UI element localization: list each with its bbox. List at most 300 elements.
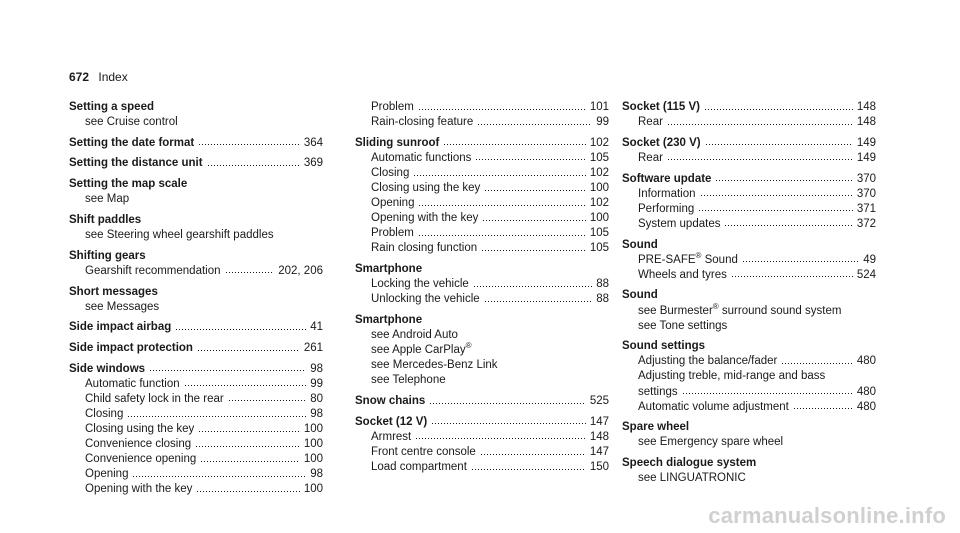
index-subentry [69, 422, 323, 437]
page-reference: 100 [303, 438, 323, 451]
subentry-label [371, 241, 477, 256]
dot-leader [482, 217, 585, 223]
dot-leader [196, 489, 299, 495]
label-text: Setting the date format [69, 136, 195, 149]
subentry-label [638, 268, 727, 283]
registered-mark: ® [465, 341, 472, 351]
index-entry [622, 456, 876, 471]
dot-leader [473, 283, 592, 289]
subentry-label [85, 228, 274, 243]
registered-mark: ® [695, 250, 702, 260]
dot-leader [184, 383, 307, 389]
page-reference: 102 [589, 136, 609, 149]
index-entry [622, 238, 876, 253]
dot-leader [484, 298, 593, 304]
page-reference: 148 [589, 430, 609, 443]
index-subentry [622, 217, 876, 232]
index-column-1 [69, 100, 323, 498]
label-text: Front centre console [371, 445, 476, 458]
subentry-label [638, 301, 842, 319]
label-text: Socket (12 V) [355, 415, 428, 428]
index-subentry [69, 482, 323, 497]
dot-leader [471, 466, 586, 472]
entry-label [69, 320, 171, 335]
dot-leader [704, 106, 853, 112]
label-text: see Cruise control [85, 116, 178, 129]
index-entry [355, 262, 609, 277]
index-entry [69, 177, 323, 192]
subentry-label [85, 377, 180, 392]
dot-leader [198, 142, 300, 148]
subentry-label [638, 354, 777, 369]
page-reference: 525 [589, 395, 609, 408]
dot-leader [429, 400, 586, 406]
page-reference: 105 [589, 151, 609, 164]
subentry-label [85, 115, 178, 130]
label-text: Wheels and tyres [638, 268, 727, 281]
label-text: Information [638, 187, 696, 200]
index-entry [69, 285, 323, 300]
page-reference: 102 [589, 166, 609, 179]
entry-label [69, 136, 194, 151]
index-subentry [69, 115, 323, 130]
index-entry [622, 288, 876, 303]
subentry-label [371, 211, 478, 226]
label-text: Shift paddles [69, 213, 142, 226]
label-text: Adjusting the balance/fader [638, 355, 778, 368]
subentry-label [371, 226, 414, 241]
page-reference: 149 [856, 151, 876, 164]
page-reference: 261 [303, 341, 323, 354]
dot-leader [481, 248, 586, 254]
index-entry [622, 339, 876, 354]
page-reference: 80 [310, 392, 323, 405]
label-text: Smartphone [355, 263, 423, 276]
subentry-label [638, 151, 663, 166]
dot-leader [418, 202, 585, 208]
dot-leader [431, 421, 586, 427]
index-subentry [69, 392, 323, 407]
index-subentry [622, 471, 876, 486]
label-text: see Mercedes-Benz Link [371, 359, 498, 372]
label-text: Unlocking the vehicle [371, 293, 480, 306]
index-entry [69, 362, 323, 377]
entry-label [355, 313, 422, 328]
label-text: Speech dialogue system [622, 457, 757, 470]
subentry-label [638, 217, 720, 232]
subentry-label [371, 343, 472, 358]
entry-label [69, 285, 158, 300]
index-subentry [622, 187, 876, 202]
dot-leader [698, 208, 853, 214]
dot-leader [149, 368, 306, 374]
subentry-label [85, 422, 194, 437]
index-subentry [355, 100, 609, 115]
label-text: Setting a speed [69, 101, 154, 113]
page-reference: 480 [856, 385, 876, 398]
entry-label [69, 362, 145, 377]
subentry-label [371, 373, 446, 388]
index-subentry [622, 115, 876, 130]
entry-label [622, 172, 711, 187]
index-subentry [355, 196, 609, 211]
subentry-label [85, 452, 196, 467]
label-text: Socket (115 V) [622, 101, 700, 113]
dot-leader [225, 270, 275, 276]
subentry-label [85, 300, 159, 315]
dot-leader [195, 443, 300, 449]
page-reference: 480 [856, 355, 876, 368]
page-reference: 105 [589, 242, 609, 255]
label-text: Convenience closing [85, 438, 192, 451]
subentry-label [85, 264, 221, 279]
subentry-label [371, 358, 498, 373]
index-subentry [622, 354, 876, 369]
label-text: Opening [371, 197, 415, 210]
dot-leader [715, 178, 852, 184]
dot-leader [705, 142, 853, 148]
page-reference: 41 [310, 321, 323, 334]
page-reference: 88 [596, 278, 609, 291]
entry-label [622, 288, 658, 303]
index-entry [69, 156, 323, 171]
label-text: Problem [371, 101, 414, 113]
index-entry [69, 249, 323, 264]
page-reference: 100 [303, 453, 323, 466]
index-subentry [355, 226, 609, 241]
index-subentry [622, 435, 876, 450]
index-subentry [355, 445, 609, 460]
label-text: Problem [371, 227, 414, 240]
label-text: Sound settings [622, 340, 706, 353]
subentry-label [638, 115, 663, 130]
dot-leader [200, 458, 300, 464]
label-text: Rain closing function [371, 242, 478, 255]
dot-leader [132, 473, 306, 479]
label-text: Shifting gears [69, 249, 146, 262]
index-subentry [622, 385, 876, 400]
subentry-label [638, 250, 738, 268]
index-subentry [622, 202, 876, 217]
index-entry [622, 172, 876, 187]
dot-leader [418, 232, 586, 238]
entry-label [622, 238, 658, 253]
label-text: Socket (230 V) [622, 136, 701, 149]
dot-leader [724, 223, 852, 229]
index-subentry [355, 460, 609, 475]
subentry-label [638, 400, 789, 415]
subentry-label [371, 115, 473, 130]
page-reference: 100 [303, 423, 323, 436]
index-column-2 [355, 100, 609, 475]
label-text: settings [638, 385, 678, 398]
index-subentry [355, 328, 609, 343]
label-text: Short messages [69, 285, 158, 298]
page-header [69, 69, 128, 85]
dot-leader [731, 274, 853, 280]
dot-leader [475, 157, 585, 163]
entry-label [355, 415, 427, 430]
page-reference: 148 [856, 101, 876, 113]
label-text: Side impact protection [69, 341, 193, 354]
dot-leader [197, 347, 300, 353]
subentry-label [638, 187, 696, 202]
label-text: Automatic function [85, 377, 180, 390]
dot-leader [742, 259, 859, 265]
label-text: Opening with the key [371, 212, 479, 225]
label-text: Snow chains [355, 395, 426, 408]
index-subentry [69, 228, 323, 243]
page-reference: 101 [589, 101, 609, 113]
label-text: Opening [85, 468, 129, 481]
label-text: see Apple CarPlay [371, 344, 466, 357]
page-reference: 147 [589, 445, 609, 458]
page-reference: 105 [589, 227, 609, 240]
index-subentry [355, 343, 609, 358]
dot-leader [413, 172, 585, 178]
index-entry [622, 136, 876, 151]
page-reference: 100 [589, 182, 609, 195]
label-text: Sound [622, 238, 658, 251]
label-text: see Android Auto [371, 329, 458, 342]
dot-leader [781, 360, 852, 366]
page-reference: 371 [856, 202, 876, 215]
index-subentry [355, 115, 609, 130]
label-text: see Steering wheel gearshift paddles [85, 229, 274, 242]
page-reference: 98 [310, 362, 323, 375]
subentry-label [371, 445, 476, 460]
subentry-label [85, 482, 192, 497]
label-suffix: surround sound system [718, 304, 842, 317]
dot-leader [127, 413, 306, 419]
page-reference: 202, 206 [278, 264, 323, 277]
dot-leader [793, 406, 853, 412]
label-suffix: Sound [701, 253, 738, 266]
index-subentry [69, 407, 323, 422]
index-subentry [355, 181, 609, 196]
entry-label [69, 100, 154, 115]
label-text: Locking the vehicle [371, 278, 469, 291]
subentry-label [638, 369, 825, 384]
index-subentry [622, 268, 876, 283]
label-text: Automatic functions [371, 151, 472, 164]
dot-leader [228, 398, 307, 404]
label-text: see Burmester [638, 304, 713, 317]
page-reference: 49 [863, 253, 876, 266]
entry-label [69, 156, 203, 171]
index-subentry [355, 151, 609, 166]
page-reference: 150 [589, 461, 609, 474]
page-reference: 147 [589, 415, 609, 428]
dot-leader [700, 193, 853, 199]
label-text: Automatic volume adjustment [638, 400, 789, 413]
entry-label [355, 262, 422, 277]
subentry-label [638, 471, 746, 486]
subentry-label [371, 430, 411, 445]
index-subentry [69, 467, 323, 482]
subentry-label [85, 407, 123, 422]
label-text: see Messages [85, 300, 160, 313]
dot-leader [484, 187, 586, 193]
entry-label [355, 394, 425, 409]
entry-label [69, 213, 141, 228]
dot-leader [667, 157, 853, 163]
label-text: Closing [371, 166, 410, 179]
label-text: see Telephone [371, 374, 446, 387]
entry-label [622, 420, 689, 435]
subentry-label [638, 385, 678, 400]
index-entry [355, 394, 609, 409]
subentry-label [371, 292, 480, 307]
label-text: Side windows [69, 362, 146, 375]
index-entry [355, 313, 609, 328]
label-text: Performing [638, 202, 695, 215]
index-column-3 [622, 100, 876, 486]
dot-leader [443, 142, 585, 148]
subentry-label [85, 467, 128, 482]
dot-leader [682, 391, 853, 397]
subentry-label [85, 392, 224, 407]
entry-label [622, 456, 756, 471]
page-reference: 148 [856, 116, 876, 129]
registered-mark: ® [712, 301, 719, 311]
section-title: Index [98, 70, 128, 84]
label-text: Smartphone [355, 314, 423, 326]
index-entry [622, 420, 876, 435]
page-number: 672 [69, 70, 90, 84]
label-text: Software update [622, 172, 712, 185]
index-subentry [622, 301, 876, 319]
dot-leader [207, 163, 300, 169]
label-text: Convenience opening [85, 453, 197, 466]
index-subentry [355, 430, 609, 445]
subentry-label [371, 166, 409, 181]
index-subentry [69, 437, 323, 452]
label-text: Spare wheel [622, 421, 690, 434]
index-entry [355, 415, 609, 430]
index-subentry [622, 250, 876, 268]
index-subentry [69, 377, 323, 392]
subentry-label [638, 202, 694, 217]
page-reference: 99 [310, 377, 323, 390]
entry-label [622, 136, 701, 151]
label-text: Rear [638, 151, 663, 164]
index-subentry [355, 166, 609, 181]
page-reference: 98 [310, 468, 323, 481]
subentry-label [371, 328, 458, 343]
index-subentry [355, 358, 609, 373]
label-text: Sound [622, 289, 658, 302]
index-subentry [355, 277, 609, 292]
subentry-label [371, 100, 414, 115]
label-text: Rain-closing feature [371, 116, 474, 129]
entry-label [69, 249, 146, 264]
page-reference: 100 [589, 212, 609, 225]
index-subentry [622, 319, 876, 334]
dot-leader [667, 121, 853, 127]
label-text: Child safety lock in the rear [85, 392, 224, 405]
label-text: Side impact airbag [69, 321, 172, 334]
index-subentry [355, 292, 609, 307]
index-entry [69, 136, 323, 151]
entry-label [69, 177, 187, 192]
dot-leader [477, 121, 592, 127]
page-reference: 370 [856, 187, 876, 200]
label-text: Armrest [371, 430, 412, 443]
index-entry [69, 213, 323, 228]
index-entry [69, 320, 323, 335]
dot-leader [480, 451, 586, 457]
index-entry [69, 100, 323, 115]
index-subentry [622, 400, 876, 415]
dot-leader [415, 436, 586, 442]
entry-label [69, 341, 193, 356]
subentry-label [638, 319, 727, 334]
page-reference: 88 [596, 293, 609, 306]
page-reference: 372 [856, 217, 876, 230]
label-text: Closing using the key [85, 423, 195, 436]
label-text: Closing using the key [371, 182, 481, 195]
index-subentry [69, 452, 323, 467]
page-reference: 102 [589, 197, 609, 210]
index-subentry [69, 300, 323, 315]
label-text: see Tone settings [638, 319, 728, 332]
subentry-label [371, 460, 467, 475]
index-subentry [355, 241, 609, 256]
subentry-label [371, 151, 471, 166]
dot-leader [175, 326, 306, 332]
subentry-label [371, 277, 469, 292]
page-reference: 370 [856, 172, 876, 185]
page-reference: 100 [303, 483, 323, 496]
dot-leader [418, 106, 586, 112]
index-subentry [69, 192, 323, 207]
index-subentry [355, 373, 609, 388]
entry-label [622, 339, 705, 354]
index-subentry [355, 211, 609, 226]
index-subentry [622, 151, 876, 166]
label-text: see LINGUATRONIC [638, 472, 746, 485]
label-text: Opening with the key [85, 483, 193, 496]
subentry-label [371, 196, 414, 211]
page-reference: 364 [303, 136, 323, 149]
entry-label [622, 100, 700, 115]
subentry-label [85, 437, 191, 452]
label-text: Rear [638, 116, 663, 129]
index-subentry [622, 369, 876, 384]
page-reference: 99 [596, 116, 609, 129]
dot-leader [198, 428, 300, 434]
index-entry [355, 136, 609, 151]
subentry-label [85, 192, 129, 207]
index-entry [622, 100, 876, 115]
page-reference: 149 [856, 136, 876, 149]
label-text: Closing [85, 407, 124, 420]
page-reference: 524 [856, 268, 876, 281]
label-text: see Emergency spare wheel [638, 436, 784, 449]
subentry-label [638, 435, 783, 450]
page-reference: 369 [303, 157, 323, 170]
page-reference: 98 [310, 407, 323, 420]
label-text: Setting the distance unit [69, 157, 203, 170]
index-entry [69, 341, 323, 356]
page-reference: 480 [856, 400, 876, 413]
label-text: System updates [638, 217, 721, 230]
label-text: Load compartment [371, 461, 467, 474]
label-text: PRE-SAFE [638, 253, 696, 266]
watermark: carmanualsonline.info [708, 503, 946, 528]
label-text: see Map [85, 193, 130, 206]
